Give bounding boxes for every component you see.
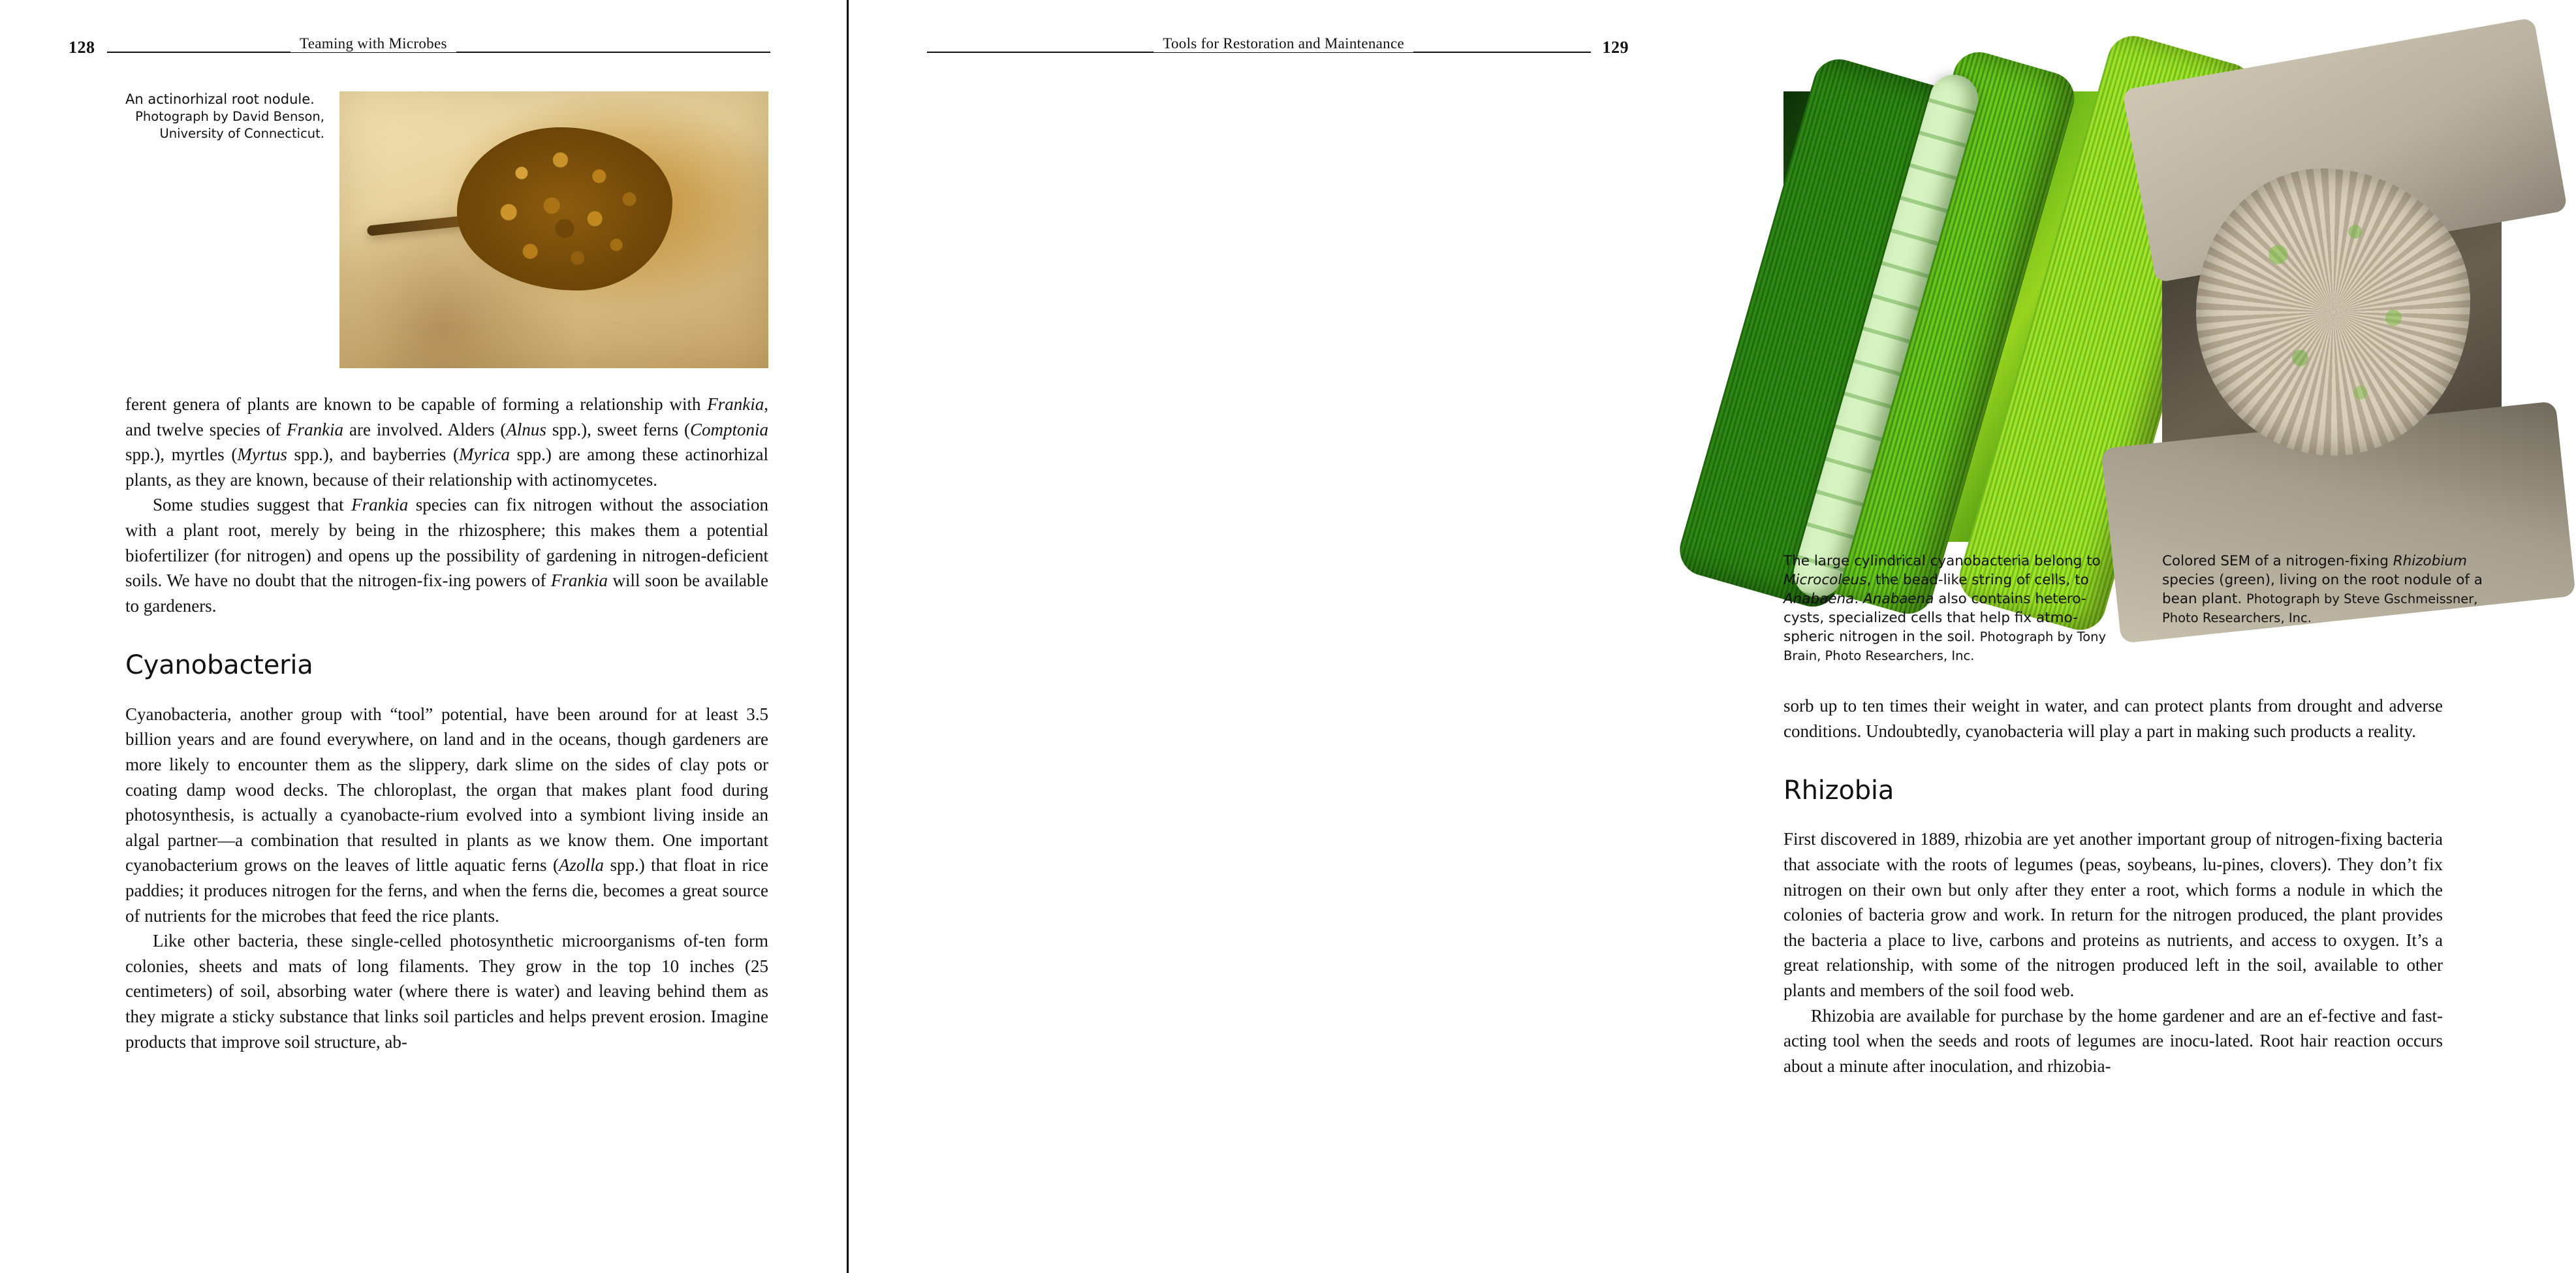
photo-root-nodule [339, 91, 768, 368]
running-title-right: Tools for Restoration and Maintenance [1154, 35, 1413, 52]
text-run: will soon be available to gardeners. [125, 571, 768, 616]
caption-credit-line1: Photograph by David Benson, [135, 109, 324, 125]
text-italic: Frankia [707, 394, 764, 414]
text-run: spp.), myrtles ( [125, 445, 238, 465]
text-italic: Anabaena [1783, 591, 1855, 608]
text-run: The large cylindrical cyanobacteria belong to [1783, 553, 2101, 569]
text-run: , the bead-like string of cells, to [1866, 572, 2089, 589]
text-run: species (green), living on the root nodule of a bean plant. [2162, 572, 2483, 608]
paragraph [125, 492, 768, 618]
text-italic: Myrtus [237, 445, 287, 465]
text-run: species can fix nitrogen without the association with a plant root, merely by being in the rhizosphere; this makes them a potential biofertilizer (for nitrogen) and opens up the possibility of gardening in nitrogen-deficient soils. We have no doubt that the nitrogen-fix-ing powers of [125, 495, 768, 591]
nodule-cluster [457, 127, 672, 291]
text-italic: Frankia [551, 571, 608, 591]
caption-credit: Photograph by Tony Brain, Photo Researchers, Inc. [1783, 629, 2107, 664]
text-run: are involved. Alders ( [343, 419, 507, 439]
text-run: also contains hetero-cysts, specialized cells that help fix atmo-spheric nitrogen in the soil. [1783, 591, 2086, 646]
text-run: ferent genera of plants are known to be capable of forming a relationship with [125, 394, 708, 414]
text-italic: Microcoleus [1783, 572, 1867, 589]
paragraph [125, 392, 768, 492]
running-head-right [927, 35, 1629, 57]
figure-rhizobium-sem [2162, 91, 2502, 542]
caption-text: An actinorhizal root nodule. [125, 91, 315, 107]
text-run: . [1854, 591, 1864, 608]
text-italic: Myrica [459, 445, 510, 465]
page-left [0, 0, 849, 1273]
figure-cyanobacteria [1783, 91, 2136, 542]
body-column-right [1783, 693, 2443, 1079]
paragraph: Rhizobia are available for purchase by the home gardener and are an ef-fective and fast-acting tool when the seeds and roots of legumes are inocu-lated. Root hair reaction occurs about a minute after inoculation, and rhizobia- [1783, 1005, 2443, 1076]
running-head-left [69, 35, 770, 57]
paragraph: First discovered in 1889, rhizobia are yet another important group of nitrogen-fixing bacteria that associate with the roots of legumes (peas, soybeans, lu-pines, clovers). They don’t fix nitrogen on their own but only after they enter a root, which forms a nodule in which the colonies of bacteria grow and work. In return for the nitrogen produced, the plant provides the bacteria a place to live, carbons and proteins as nutrients, and access to oxygen. It’s a great relationship, with some of the nitrogen produced left in the soil, available to other plants and members of the soil food web. [1783, 829, 2443, 1001]
caption-credit-line2: University of Connecticut. [159, 126, 324, 142]
text-italic: Frankia [287, 419, 344, 439]
page-number-left: 128 [69, 38, 95, 57]
body-column-left [125, 392, 768, 1054]
paragraph: sorb up to ten times their weight in water, and can protect plants from drought and adverse conditions. Undoubtedly, cyanobacteria will play a part in making such products a reality. [1783, 696, 2443, 741]
section-heading-rhizobia: Rhizobia [1783, 776, 1894, 806]
sem-root-nodule-mass [2196, 168, 2470, 456]
running-title-left: Teaming with Microbes [291, 35, 456, 52]
photo-cyanobacteria [1783, 91, 2136, 542]
caption-credit: Photograph by Steve Gschmeissner, Photo Researchers, Inc. [2162, 591, 2478, 626]
caption-cyanobacteria [1783, 552, 2110, 665]
figure-root-nodule [339, 91, 768, 368]
text-run: Cyanobacteria, another group with “tool” potential, have been around for at least 3.5 billion years and are found everywhere, on land and in the oceans, though gardeners are more likely to encounter them as the slippery, dark slime on the sides of clay pots or coating damp wood decks. The chloroplast, the organ that makes plant food during photosynthesis, is actually a cyanobacte-rium evolved into a symbiont living inside an algal partner—a combination that resulted in plants as we know them. One important cyanobacterium grows on the leaves of little aquatic ferns ( [125, 704, 768, 875]
text-italic: Comptonia [689, 419, 768, 439]
text-italic: Alnus [506, 419, 546, 439]
page-right [849, 0, 2483, 1273]
page-number-right: 129 [1602, 38, 1629, 57]
text-italic: Azolla [558, 855, 604, 875]
text-run: Some studies suggest that [153, 495, 352, 515]
text-run: spp.) that float in rice paddies; it produces nitrogen for the ferns, and when the ferns die, becomes a great source of nutrients for the microbes that feed the rice plants. [125, 855, 768, 926]
paragraph: Like other bacteria, these single-celled photosynthetic microorganisms of-ten form colonies, sheets and mats of long filaments. They grow in the top 10 inches (25 centimeters) of soil, absorbing water (where there is water) and leaving behind them as they migrate a sticky substance that links soil particles and helps prevent erosion. Imagine products that improve soil structure, ab- [125, 931, 768, 1052]
text-italic: Anabaena [1863, 591, 1934, 608]
text-run: spp.), sweet ferns ( [546, 419, 690, 439]
text-run: , and twelve species of [125, 394, 768, 439]
text-italic: Rhizobium [2393, 553, 2467, 569]
caption-root-nodule [125, 90, 324, 142]
text-run: Colored SEM of a nitrogen-fixing [2162, 553, 2393, 569]
photo-rhizobium-sem [2162, 91, 2502, 542]
text-run: spp.), and bayberries ( [287, 445, 459, 465]
text-italic: Frankia [351, 495, 409, 515]
caption-rhizobium-sem [2162, 552, 2502, 627]
section-heading-cyanobacteria: Cyanobacteria [125, 650, 313, 681]
text-run: spp.) are among these actinorhizal plants, as they are known, because of their relationship with actinomycetes. [125, 445, 768, 490]
paragraph [125, 702, 768, 928]
